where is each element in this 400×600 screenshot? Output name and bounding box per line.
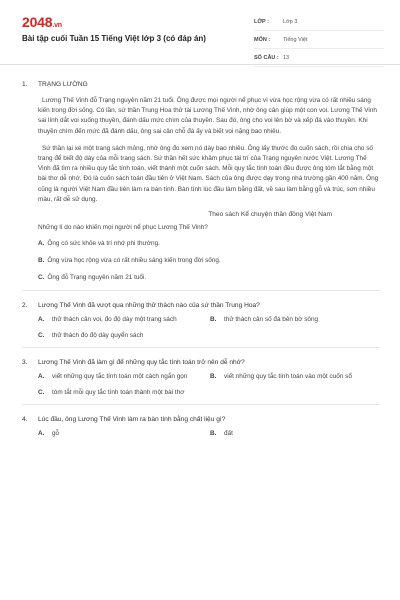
question-title	[22, 80, 380, 89]
question-3	[22, 358, 380, 398]
question-title	[22, 358, 380, 367]
answer-option[interactable]	[38, 256, 380, 266]
answer-option[interactable]	[210, 429, 380, 439]
question-4	[22, 415, 380, 439]
option-letter: C.	[38, 332, 45, 340]
question-divider	[22, 347, 380, 348]
option-text: Ông đỗ Trạng nguyên năm 21 tuổi.	[47, 274, 147, 282]
option-letter: A.	[38, 373, 45, 381]
answer-option[interactable]	[38, 331, 380, 341]
option-text: viết những quy tắc tính toán vào một cuốn sổ	[224, 373, 352, 381]
option-text: tóm tắt mỗi quy tắc tính toán thành một bài thơ	[52, 389, 185, 397]
answer-options	[38, 372, 380, 398]
meta-value: Tiếng Việt	[283, 36, 308, 43]
answer-option[interactable]	[210, 315, 380, 325]
answer-option[interactable]	[38, 388, 380, 398]
meta-row-class	[254, 13, 384, 31]
option-letter: B.	[210, 316, 217, 324]
worksheet-meta	[254, 13, 384, 67]
question-number: 4.	[22, 416, 28, 424]
answer-option[interactable]	[38, 239, 380, 249]
answer-options	[38, 429, 380, 439]
answer-option[interactable]	[38, 372, 210, 382]
question-1	[22, 80, 380, 283]
option-letter: B.	[210, 430, 217, 438]
question-title	[22, 415, 380, 424]
meta-row-subject	[254, 31, 384, 49]
passage-paragraph: Lương Thế Vinh đỗ Trạng nguyên năm 21 tuổi. Ông được mọi người nể phục vì vừa học rộng vừa có rất nhiều sáng kiến trong đời sống. Có lần, sứ thần Trung Hoa thử tài Lương Thế Vinh, nhờ ông cân giúp một con voi. Lương Thế Vinh sai lính dắt voi xuống thuyền, đánh dấu mức chìm của thuyền. Sau đó, ông cho voi lên bờ và xếp đá vào thuyền. Khi thuyền chìm đến mức đã đánh dấu, ông sai cân chỗ đá ấy và biết voi nặng bao nhiêu.	[38, 97, 377, 135]
meta-row-count	[254, 49, 384, 67]
option-text: gỗ	[52, 430, 60, 438]
option-text: viết những quy tắc tính toán một cách ngắn gọn	[52, 373, 188, 381]
page-header	[0, 0, 400, 65]
sub-question: Những lí do nào khiến mọi người nể phục Lương Thế Vinh?	[38, 224, 208, 232]
option-letter: C.	[38, 274, 45, 282]
meta-value: 13	[283, 54, 290, 61]
question-number: 2.	[22, 302, 28, 310]
reading-passage	[38, 96, 380, 205]
logo-text: 2048	[22, 14, 53, 30]
answer-option[interactable]	[38, 429, 210, 439]
option-letter: C.	[38, 389, 45, 397]
question-divider	[22, 404, 380, 405]
option-letter: A.	[38, 430, 45, 438]
option-text: Ông vừa học rộng vừa có rất nhiều sáng kiến trong đời sống.	[47, 257, 221, 265]
question-number: 1.	[22, 81, 28, 88]
option-text: thử thách đo độ dày quyển sách	[52, 332, 144, 340]
option-text: thử thách cân voi, đo độ dày một trang sách	[52, 316, 177, 324]
worksheet-content	[22, 80, 380, 445]
answer-option[interactable]	[210, 372, 380, 382]
option-letter: A.	[38, 240, 45, 248]
answer-options	[38, 315, 380, 341]
question-number: 3.	[22, 359, 28, 367]
option-text: thử thách cân số đá bên bờ sông	[224, 316, 319, 324]
option-letter: B.	[210, 373, 217, 381]
question-text: Lương Thế Vinh đã vượt qua những thử thách nào của sứ thần Trung Hoa?	[38, 302, 260, 310]
question-divider	[22, 290, 380, 291]
meta-label: LỚP :	[254, 18, 269, 25]
option-letter: B.	[38, 257, 45, 265]
option-text: Ông có sức khỏe và trí nhớ phi thường.	[47, 240, 160, 248]
meta-value: Lớp 3	[283, 18, 298, 25]
answer-option[interactable]	[38, 273, 380, 283]
question-title	[22, 301, 380, 310]
meta-label: SỐ CÂU :	[254, 54, 279, 61]
question-2	[22, 301, 380, 341]
site-logo[interactable]	[22, 14, 62, 30]
passage-paragraph: Sứ thần lại xé một trang sách mỏng, nhờ ông đo xem nó dày bao nhiêu. Ông lấy thước đo cuốn sách, rồi chia cho số trang để biết độ dày của mỗi trang sách. Sứ thần hết sức khâm phục tài trí của Trạng nguyên nước Việt. Lương Thế Vinh đã tìm ra nhiều quy tắc tính toán, viết thành một cuốn sách. Mỗi quy tắc tính toán đều được ông tóm tắt bằng một bài thơ dễ nhớ. Đó là cuốn sách toán đầu tiên ở Việt Nam. Sách của ông được dạy trong nhà trường gần 400 năm. Ông cũng là người Việt Nam đầu tiên làm ra bàn tính. Bàn tính lúc đầu làm bằng đất, về sau làm bằng gỗ và trúc, sơn nhiều màu, rất dễ sử dụng.	[38, 144, 379, 203]
question-text: Lương Thế Vinh đã làm gì để những quy tắc tính toán trở nên dễ nhớ?	[38, 359, 245, 367]
meta-label: MÔN :	[254, 36, 271, 43]
logo-suffix: .vn	[52, 22, 62, 29]
option-text: đất	[224, 430, 233, 438]
answer-option[interactable]	[38, 315, 210, 325]
passage-source: Theo sách Kể chuyện thần đồng Việt Nam	[208, 211, 332, 219]
question-text: Lúc đầu, ông Lương Thế Vinh làm ra bàn tính bằng chất liệu gì?	[38, 416, 226, 424]
option-letter: A.	[38, 316, 45, 324]
worksheet-title: Bài tập cuối Tuần 15 Tiếng Việt lớp 3 (có đáp án)	[22, 34, 206, 43]
passage-title: TRẠNG LƯỜNG	[38, 81, 88, 88]
